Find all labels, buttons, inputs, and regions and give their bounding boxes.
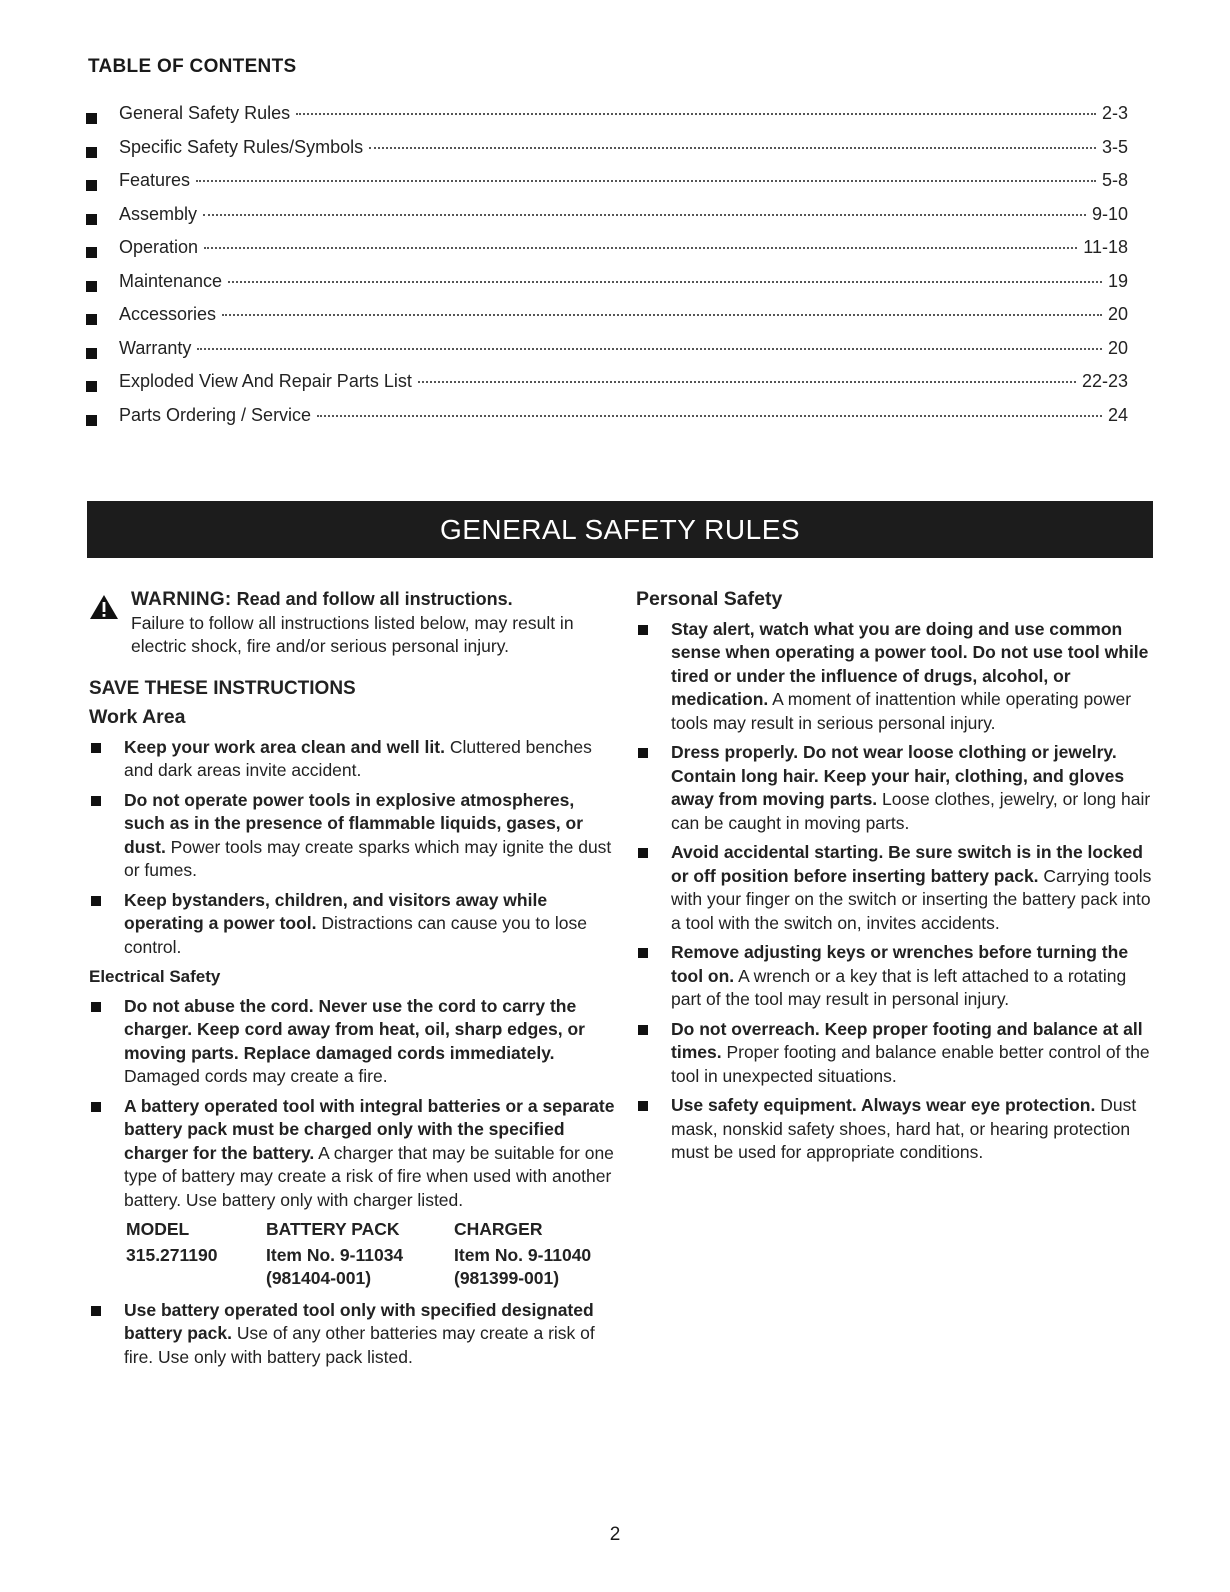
rule-bold-text: Keep your work area clean and well lit. xyxy=(124,736,445,757)
personal-safety-heading: Personal Safety xyxy=(636,588,783,610)
rule-bold-text: Dress properly. Do not wear loose clothing or jewelry. Contain long hair. Keep your hair, clothing, and gloves away from moving parts. xyxy=(671,742,1125,809)
rule-bold-text: Remove adjusting keys or wrenches before turning the tool on. xyxy=(671,942,1129,986)
toc-entry-pages: 5-8 xyxy=(1101,170,1128,190)
toc-entry xyxy=(86,338,1128,372)
toc-entry xyxy=(86,170,1128,204)
rule-bold-text: Use battery operated tool only with specified designated battery pack. xyxy=(124,1299,594,1343)
electrical-safety-heading: Electrical Safety xyxy=(89,967,221,986)
dot-leader xyxy=(296,113,1096,115)
charger-cell xyxy=(454,1244,591,1293)
list-item xyxy=(89,789,619,883)
bullet-icon xyxy=(86,113,97,124)
bullet-icon xyxy=(638,748,648,758)
toc-entry-pages: 24 xyxy=(1107,404,1128,425)
warning-word: WARNING: xyxy=(131,589,232,610)
rule-text: Distractions can cause you to lose control. xyxy=(124,913,587,957)
rule-text: Power tools may create sparks which may ignite the dust or fumes. xyxy=(124,836,612,880)
toc-entry-label: Parts Ordering / Service xyxy=(119,404,312,425)
list-item xyxy=(636,1018,1160,1089)
rule-bold-text: Avoid accidental starting. Be sure switch is in the locked or off position before inserting battery pack. xyxy=(671,842,1143,886)
warning-heading-text: Read and follow all instructions. xyxy=(236,589,513,609)
toc-entry-label: Warranty xyxy=(119,337,192,358)
rule-bold-text: A battery operated tool with integral batteries or a separate battery pack must be charged only with the specified charger for the battery. xyxy=(124,1095,615,1163)
dot-leader xyxy=(317,415,1102,417)
bullet-icon xyxy=(91,896,101,906)
dot-leader xyxy=(369,147,1096,149)
table-of-contents xyxy=(86,103,1128,438)
list-item xyxy=(636,1094,1160,1165)
warning-heading xyxy=(131,588,619,612)
bullet-icon xyxy=(86,214,97,225)
toc-entry-pages: 20 xyxy=(1107,337,1128,358)
rule-bold-text: Do not abuse the cord. Never use the cord to carry the charger. Keep cord away from heat, oil, sharp edges, or moving parts. Replace damaged cords immediately. xyxy=(124,995,585,1063)
dot-leader xyxy=(203,214,1086,216)
left-column xyxy=(89,588,619,1369)
list-item xyxy=(636,841,1160,935)
list-item xyxy=(636,618,1160,736)
rule-text: Use of any other batteries may create a risk of fire. Use only with battery pack listed. xyxy=(124,1323,595,1367)
rule-text: A wrench or a key that is left attached to a rotating part of the tool may result in personal injury. xyxy=(671,965,1127,1009)
rule-bold-text: Do not operate power tools in explosive atmospheres, such as in the presence of flammable liquids, gases, or dust. xyxy=(124,789,584,857)
bullet-icon xyxy=(86,381,97,392)
toc-entry-pages: 22-23 xyxy=(1081,371,1128,391)
toc-entry-label: Operation xyxy=(119,237,199,257)
list-item xyxy=(636,941,1160,1012)
rule-text: Proper footing and balance enable better control of the tool in unexpected situations. xyxy=(671,1042,1150,1086)
warning-triangle-icon xyxy=(89,594,119,620)
table-row xyxy=(126,1244,591,1293)
toc-entry-label: Assembly xyxy=(119,203,198,224)
list-item xyxy=(89,1299,619,1370)
rule-bold-text: Keep bystanders, children, and visitors away while operating a power tool. xyxy=(124,889,548,933)
rule-text: A charger that may be suitable for one type of battery may create a risk of fire when used with another battery. Use battery only with charger listed. xyxy=(124,1142,614,1210)
section-banner: GENERAL SAFETY RULES xyxy=(87,501,1153,558)
rule-bold-text: Use safety equipment. Always wear eye protection. xyxy=(671,1095,1096,1115)
rule-text: A moment of inattention while operating power tools may result in serious personal injury. xyxy=(671,689,1132,733)
dot-leader xyxy=(197,348,1102,350)
save-instructions-heading: SAVE THESE INSTRUCTIONS xyxy=(89,677,356,699)
list-item xyxy=(89,736,619,783)
dot-leader xyxy=(204,247,1077,249)
toc-entry xyxy=(86,304,1128,338)
warning-block xyxy=(89,588,619,659)
rule-bold-text: Stay alert, watch what you are doing and use common sense when operating a power tool. Do not use tool while tired or under the influence of drugs, alcohol, or medication. xyxy=(671,618,1149,709)
toc-entry-pages: 2-3 xyxy=(1101,103,1128,123)
model-number: 315.271190 xyxy=(126,1244,218,1265)
toc-entry-label: Features xyxy=(119,170,191,190)
bullet-icon xyxy=(86,415,97,426)
rule-text: Cluttered benches and dark areas invite accident. xyxy=(124,736,592,780)
toc-entry-label: Accessories xyxy=(119,304,217,324)
table-header-model: MODEL xyxy=(126,1219,190,1239)
bullet-icon xyxy=(86,281,97,292)
bullet-icon xyxy=(638,948,648,958)
toc-entry-pages: 9-10 xyxy=(1091,203,1128,224)
table-header-battery: BATTERY PACK xyxy=(266,1219,400,1239)
toc-entry xyxy=(86,371,1128,405)
list-item xyxy=(89,1095,619,1213)
toc-entry-label: Maintenance xyxy=(119,270,223,291)
bullet-icon xyxy=(91,796,101,806)
bullet-icon xyxy=(86,314,97,325)
toc-entry-pages: 20 xyxy=(1107,304,1128,324)
toc-entry-pages: 19 xyxy=(1107,270,1128,291)
dot-leader xyxy=(418,381,1076,383)
dot-leader xyxy=(222,314,1102,316)
charger-part-no: (981399-001) xyxy=(454,1268,560,1288)
toc-entry-pages: 11-18 xyxy=(1083,237,1128,257)
warning-body: Failure to follow all instructions listed below, may result in electric shock, fire and/or serious personal injury. xyxy=(131,612,574,656)
table-header-row xyxy=(126,1218,591,1244)
page-number: 2 xyxy=(609,1524,621,1545)
bullet-icon xyxy=(638,625,648,635)
toc-title: TABLE OF CONTENTS xyxy=(88,56,297,77)
battery-pack-cell xyxy=(266,1244,454,1293)
list-item xyxy=(89,889,619,960)
dot-leader xyxy=(196,180,1096,182)
table-header-charger: CHARGER xyxy=(454,1219,543,1239)
right-column xyxy=(636,588,1160,1165)
bullet-icon xyxy=(91,1102,101,1112)
toc-entry-label: Exploded View And Repair Parts List xyxy=(119,371,412,391)
bullet-icon xyxy=(91,743,101,753)
bullet-icon xyxy=(86,348,97,359)
bullet-icon xyxy=(638,1025,648,1035)
model-table xyxy=(126,1218,591,1293)
toc-entry xyxy=(86,103,1128,137)
rule-text: Carrying tools with your finger on the switch or inserting the battery pack into a tool with the switch on, invites accidents. xyxy=(671,865,1152,933)
toc-entry xyxy=(86,204,1128,238)
toc-entry xyxy=(86,137,1128,171)
toc-entry-label: Specific Safety Rules/Symbols xyxy=(119,136,364,157)
rule-text: Loose clothes, jewelry, or long hair can be caught in moving parts. xyxy=(671,789,1151,833)
bullet-icon xyxy=(86,147,97,158)
battery-part-no: (981404-001) xyxy=(266,1268,372,1288)
list-item xyxy=(89,995,619,1089)
toc-entry xyxy=(86,237,1128,271)
bullet-icon xyxy=(91,1002,101,1012)
toc-entry xyxy=(86,405,1128,439)
charger-item-no: Item No. 9-11040 xyxy=(454,1244,592,1265)
toc-entry-pages: 3-5 xyxy=(1101,136,1128,157)
bullet-icon xyxy=(638,1101,648,1111)
bullet-icon xyxy=(638,848,648,858)
list-item xyxy=(636,741,1160,835)
toc-entry-label: General Safety Rules xyxy=(119,103,291,123)
rule-text: Damaged cords may create a fire. xyxy=(124,1066,388,1086)
battery-item-no: Item No. 9-11034 xyxy=(266,1244,404,1265)
rule-bold-text: Do not overreach. Keep proper footing and balance at all times. xyxy=(671,1018,1143,1062)
toc-entry xyxy=(86,271,1128,305)
dot-leader xyxy=(228,281,1102,283)
work-area-heading: Work Area xyxy=(89,706,186,728)
bullet-icon xyxy=(91,1306,101,1316)
bullet-icon xyxy=(86,180,97,191)
bullet-icon xyxy=(86,247,97,258)
rule-text: Dust mask, nonskid safety shoes, hard hat, or hearing protection must be used for appropriate conditions. xyxy=(671,1095,1137,1162)
